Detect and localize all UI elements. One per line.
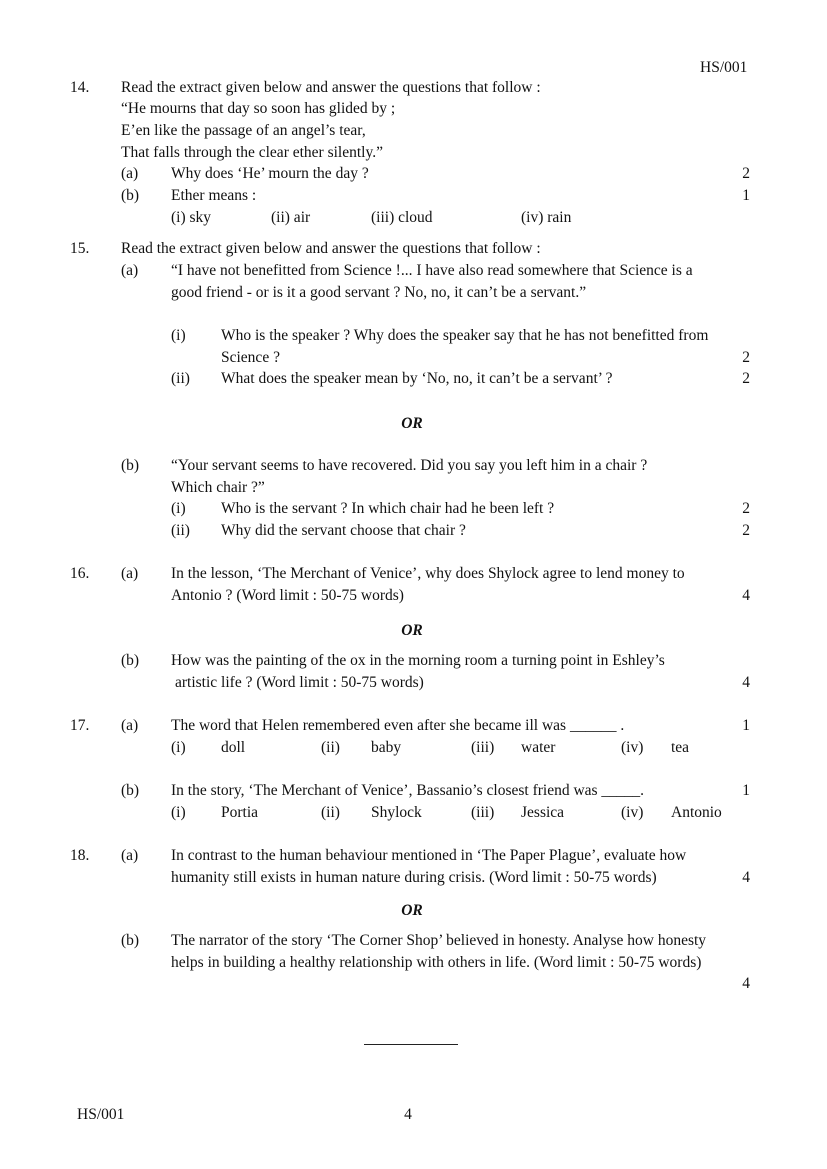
extract-line: “He mourns that day so soon has glided by ;: [121, 100, 396, 117]
option-label: (iii): [471, 739, 495, 756]
quote-line: “Your servant seems to have recovered. Did you say you left him in a chair ?: [171, 457, 648, 474]
marks: 4: [742, 587, 750, 604]
question-number: 17.: [70, 717, 90, 734]
part-label: (a): [121, 262, 139, 279]
marks: 2: [742, 349, 750, 366]
part-text: The word that Helen remembered even after she became ill was ______ .: [171, 717, 625, 734]
option-text: baby: [371, 739, 402, 756]
question-number: 15.: [70, 240, 90, 257]
subpart-text: Science ?: [221, 349, 280, 366]
subpart-label: (ii): [171, 370, 190, 387]
header-code: HS/001: [700, 59, 748, 76]
option-label: (iv): [621, 739, 644, 756]
option: (ii) air: [271, 209, 311, 226]
question-number: 18.: [70, 847, 90, 864]
part-text: Ether means :: [171, 187, 257, 204]
footer-code: HS/001: [77, 1106, 125, 1123]
part-text: In the story, ‘The Merchant of Venice’, Bassanio’s closest friend was _____.: [171, 782, 645, 799]
page-number: 4: [404, 1106, 412, 1123]
part-label: (b): [121, 932, 140, 949]
part-label: (b): [121, 782, 140, 799]
option-text: tea: [671, 739, 690, 756]
option: (iv) rain: [521, 209, 572, 226]
subpart-text: Who is the speaker ? Why does the speaker say that he has not benefitted from: [221, 327, 709, 344]
question-intro: Read the extract given below and answer the questions that follow :: [121, 240, 541, 257]
option: (i) sky: [171, 209, 212, 226]
option-label: (i): [171, 739, 186, 756]
part-text: helps in building a healthy relationship with others in life. (Word limit : 50-75 words): [171, 954, 702, 971]
part-label: (a): [121, 717, 139, 734]
option-label: (ii): [321, 739, 340, 756]
subpart-label: (i): [171, 500, 186, 517]
marks: 4: [742, 674, 750, 691]
option-label: (i): [171, 804, 186, 821]
option-text: Shylock: [371, 804, 422, 821]
part-text: Antonio ? (Word limit : 50-75 words): [171, 587, 404, 604]
or-divider: OR: [401, 622, 423, 639]
option-text: Jessica: [521, 804, 565, 821]
part-text: How was the painting of the ox in the morning room a turning point in Eshley’s: [171, 652, 665, 669]
part-label: (a): [121, 847, 139, 864]
subpart-label: (i): [171, 327, 186, 344]
part-label: (b): [121, 457, 140, 474]
marks: 2: [742, 165, 750, 182]
question-intro: Read the extract given below and answer the questions that follow :: [121, 79, 541, 96]
or-divider: OR: [401, 902, 423, 919]
part-text: The narrator of the story ‘The Corner Shop’ believed in honesty. Analyse how honesty: [171, 932, 707, 949]
end-rule: [364, 1044, 458, 1045]
or-divider: OR: [401, 415, 423, 432]
option-label: (ii): [321, 804, 340, 821]
extract-line: E’en like the passage of an angel’s tear,: [121, 122, 366, 139]
extract-line: That falls through the clear ether silently.”: [121, 144, 383, 161]
option-text: Antonio: [671, 804, 722, 821]
marks: 4: [742, 869, 750, 886]
part-label: (b): [121, 187, 140, 204]
marks: 2: [742, 370, 750, 387]
part-text: artistic life ? (Word limit : 50-75 words): [175, 674, 424, 691]
marks: 1: [742, 187, 750, 204]
part-label: (a): [121, 165, 139, 182]
option: (iii) cloud: [371, 209, 433, 226]
option-label: (iii): [471, 804, 495, 821]
subpart-text: Why did the servant choose that chair ?: [221, 522, 466, 539]
part-text: Why does ‘He’ mourn the day ?: [171, 165, 369, 182]
option-text: doll: [221, 739, 246, 756]
part-text: humanity still exists in human nature during crisis. (Word limit : 50-75 words): [171, 869, 657, 886]
marks: 4: [742, 975, 750, 992]
question-number: 16.: [70, 565, 90, 582]
question-number: 14.: [70, 79, 90, 96]
subpart-text: What does the speaker mean by ‘No, no, it can’t be a servant’ ?: [221, 370, 613, 387]
part-label: (a): [121, 565, 139, 582]
quote-line: good friend - or is it a good servant ? No, no, it can’t be a servant.”: [171, 284, 587, 301]
part-text: In contrast to the human behaviour mentioned in ‘The Paper Plague’, evaluate how: [171, 847, 687, 864]
marks: 2: [742, 522, 750, 539]
option-text: Portia: [221, 804, 259, 821]
quote-line: “I have not benefitted from Science !... I have also read somewhere that Science is a: [171, 262, 693, 279]
marks: 1: [742, 717, 750, 734]
option-text: water: [521, 739, 556, 756]
marks: 1: [742, 782, 750, 799]
subpart-text: Who is the servant ? In which chair had he been left ?: [221, 500, 555, 517]
subpart-label: (ii): [171, 522, 190, 539]
marks: 2: [742, 500, 750, 517]
part-label: (b): [121, 652, 140, 669]
option-label: (iv): [621, 804, 644, 821]
quote-line: Which chair ?”: [171, 479, 265, 496]
part-text: In the lesson, ‘The Merchant of Venice’, why does Shylock agree to lend money to: [171, 565, 685, 582]
